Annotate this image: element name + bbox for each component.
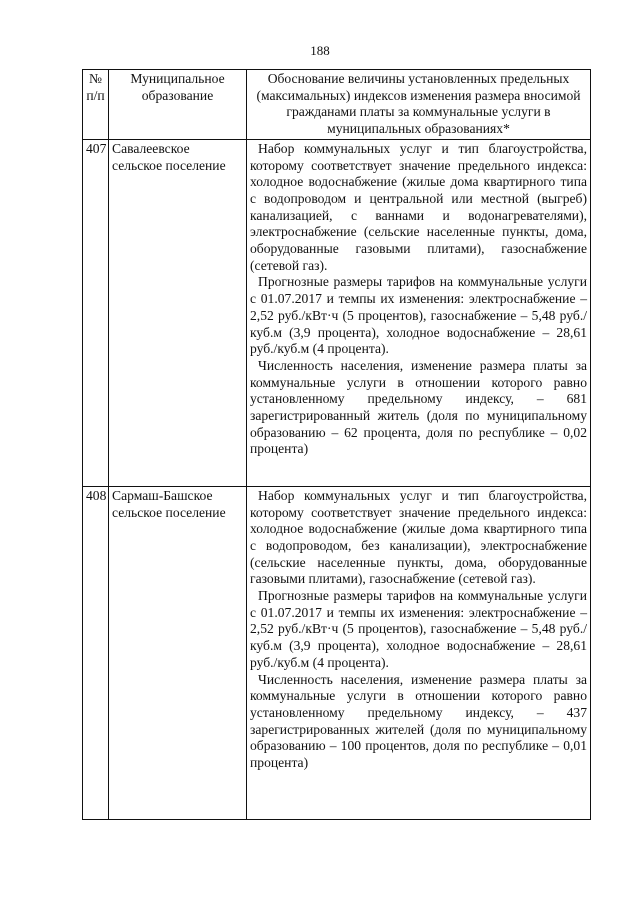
justification-paragraph: Набор коммунальных услуг и тип благоустройства, которому соответствует значение предельного индекса: холодное водоснабжение (жилые дома квартирного типа с водопроводом и центральной или местной (выгреб) канализацией, с ваннами и водонагревателями), электроснабжение (сельские населенные пункты, дома, оборудованные газовыми плитами), газоснабжение (сетевой газ). [250,140,587,273]
justification-paragraph: Прогнозные размеры тарифов на коммунальные услуги с 01.07.2017 и темпы их изменения: электроснабжение – 2,52 руб./кВт·ч (5 процентов), газоснабжение – 5,48 руб./куб.м (3,9 процента), холодное водоснабжение – 28,61 руб./куб.м (4 процента). [250,274,587,357]
row-number: 407 [83,139,109,486]
table-row [83,486,591,819]
row-justification [247,139,591,486]
row-municipality: Сармаш-Башское сельское поселение [109,486,247,819]
table-row [83,139,591,486]
table-header-row [83,70,591,140]
justification-paragraph: Численность населения, изменение размера платы за коммунальные услуги в отношении которого равно установленному предельному индексу, – 437 зарегистрированных жителей (доля по муниципальному образованию – 100 процентов, доля по республике – 0,01 процента) [250,671,587,771]
justification-paragraph: Прогнозные размеры тарифов на коммунальные услуги с 01.07.2017 и темпы их изменения: электроснабжение – 2,52 руб./кВт·ч (5 процентов), газоснабжение – 5,48 руб./куб.м (3,9 процента), холодное водоснабжение – 28,61 руб./куб.м (4 процента). [250,588,587,670]
row-number: 408 [83,486,109,819]
header-justification: Обоснование величины установленных предельных (максимальных) индексов изменения размера вносимой гражданами платы за коммунальные услуги в муниципальных образованиях* [247,70,591,140]
justification-paragraph: Набор коммунальных услуг и тип благоустройства, которому соответствует значение предельного индекса: холодное водоснабжение (жилые дома квартирного типа с водопроводом, без канализации), электроснабжение (сельские населенные пункты, дома, оборудованные газовыми плитами), газоснабжение (сетевой газ). [250,487,587,587]
row-justification [247,486,591,819]
header-municipality: Муниципальное образование [109,70,247,140]
page-number: 188 [310,43,330,58]
row-municipality: Савалеевское сельское поселение [109,139,247,486]
header-number: № п/п [83,70,109,140]
tariff-index-table [82,69,591,820]
justification-paragraph: Численность населения, изменение размера платы за коммунальные услуги в отношении которого равно установленному предельному индексу, – 681 зарегистрированный житель (доля по муниципальному образованию – 62 процента, доля по республике – 0,02 процента) [250,357,587,457]
